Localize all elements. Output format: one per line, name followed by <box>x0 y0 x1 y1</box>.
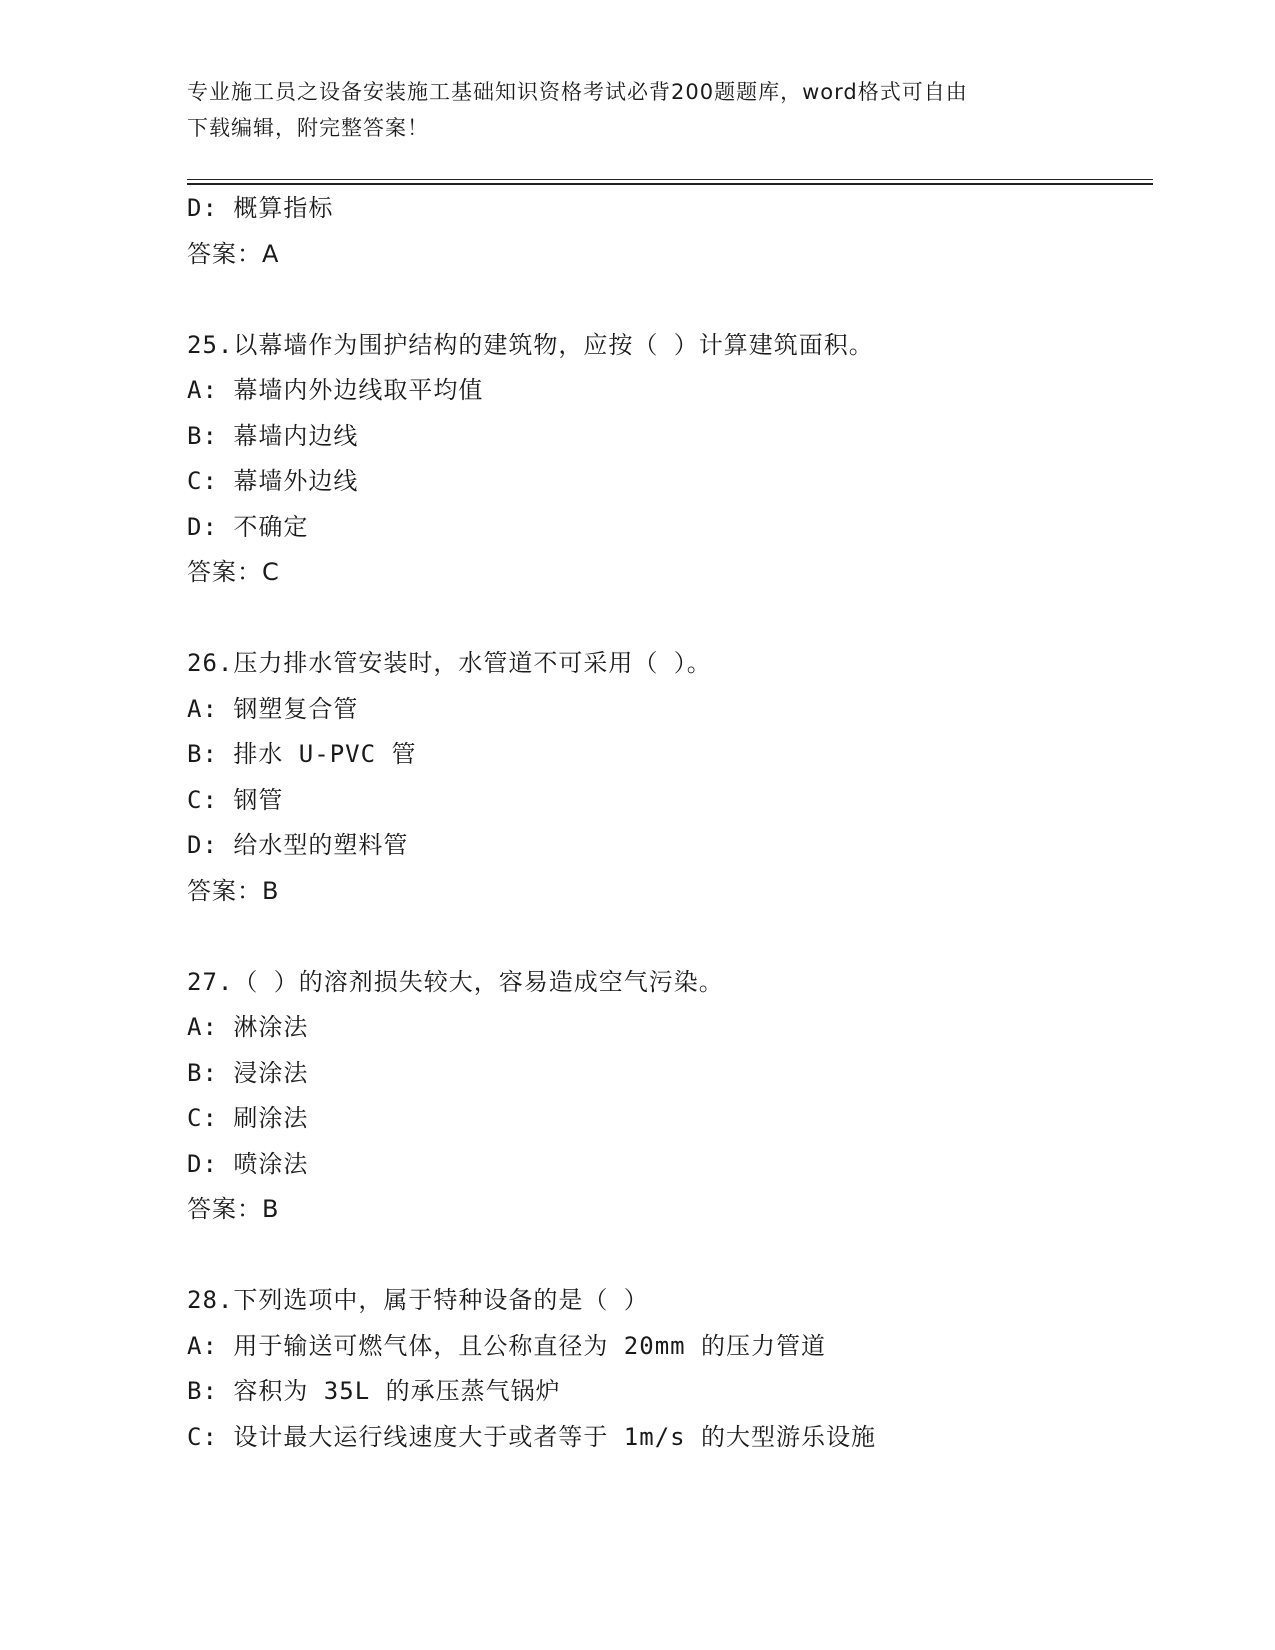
question-stem: 28.下列选项中，属于特种设备的是（ ） <box>187 1286 649 1314</box>
option-c: C: 钢管 <box>187 785 284 814</box>
option-d: D: 喷涂法 <box>187 1149 309 1178</box>
answer: 答案：C <box>187 558 280 586</box>
document-body <box>187 186 1153 1460</box>
option-d: D: 不确定 <box>187 512 309 541</box>
spacer <box>187 914 1153 960</box>
option-d: D: 给水型的塑料管 <box>187 831 409 859</box>
option-a: A: 幕墙内外边线取平均值 <box>187 376 484 404</box>
option-a: A: 用于输送可燃气体，且公称直径为 20mm 的压力管道 <box>187 1331 827 1360</box>
option-b: B: 浸涂法 <box>187 1058 309 1087</box>
question-stem: 25.以幕墙作为围护结构的建筑物，应按（ ）计算建筑面积。 <box>187 330 874 359</box>
question-stem: 26.压力排水管安装时，水管道不可采用（ ）。 <box>187 649 712 677</box>
option-d: D: 概算指标 <box>187 194 334 222</box>
spacer <box>187 277 1153 323</box>
spacer <box>187 1233 1153 1279</box>
header-rule-thick <box>187 183 1153 185</box>
option-c: C: 刷涂法 <box>187 1104 309 1132</box>
option-c: C: 设计最大运行线速度大于或者等于 1m/s 的大型游乐设施 <box>187 1422 877 1451</box>
option-a: A: 钢塑复合管 <box>187 694 359 723</box>
option-b: B: 容积为 35L 的承压蒸气锅炉 <box>187 1377 561 1405</box>
header-rule-thin <box>187 179 1153 180</box>
answer: 答案：B <box>187 876 280 905</box>
option-a: A: 淋涂法 <box>187 1013 309 1041</box>
header-line-1: 专业施工员之设备安装施工基础知识资格考试必背200题题库，word格式可自由 <box>187 80 968 104</box>
header-line-2: 下载编辑，附完整答案！ <box>187 116 429 140</box>
option-b: B: 排水 U-PVC 管 <box>187 740 417 768</box>
option-b: B: 幕墙内边线 <box>187 421 359 450</box>
spacer <box>187 596 1153 642</box>
option-c: C: 幕墙外边线 <box>187 467 359 495</box>
answer: 答案：B <box>187 1195 280 1223</box>
page-header <box>187 74 1087 146</box>
question-stem: 27.（ ）的溶剂损失较大，容易造成空气污染。 <box>187 967 724 996</box>
answer: 答案：A <box>187 239 280 268</box>
